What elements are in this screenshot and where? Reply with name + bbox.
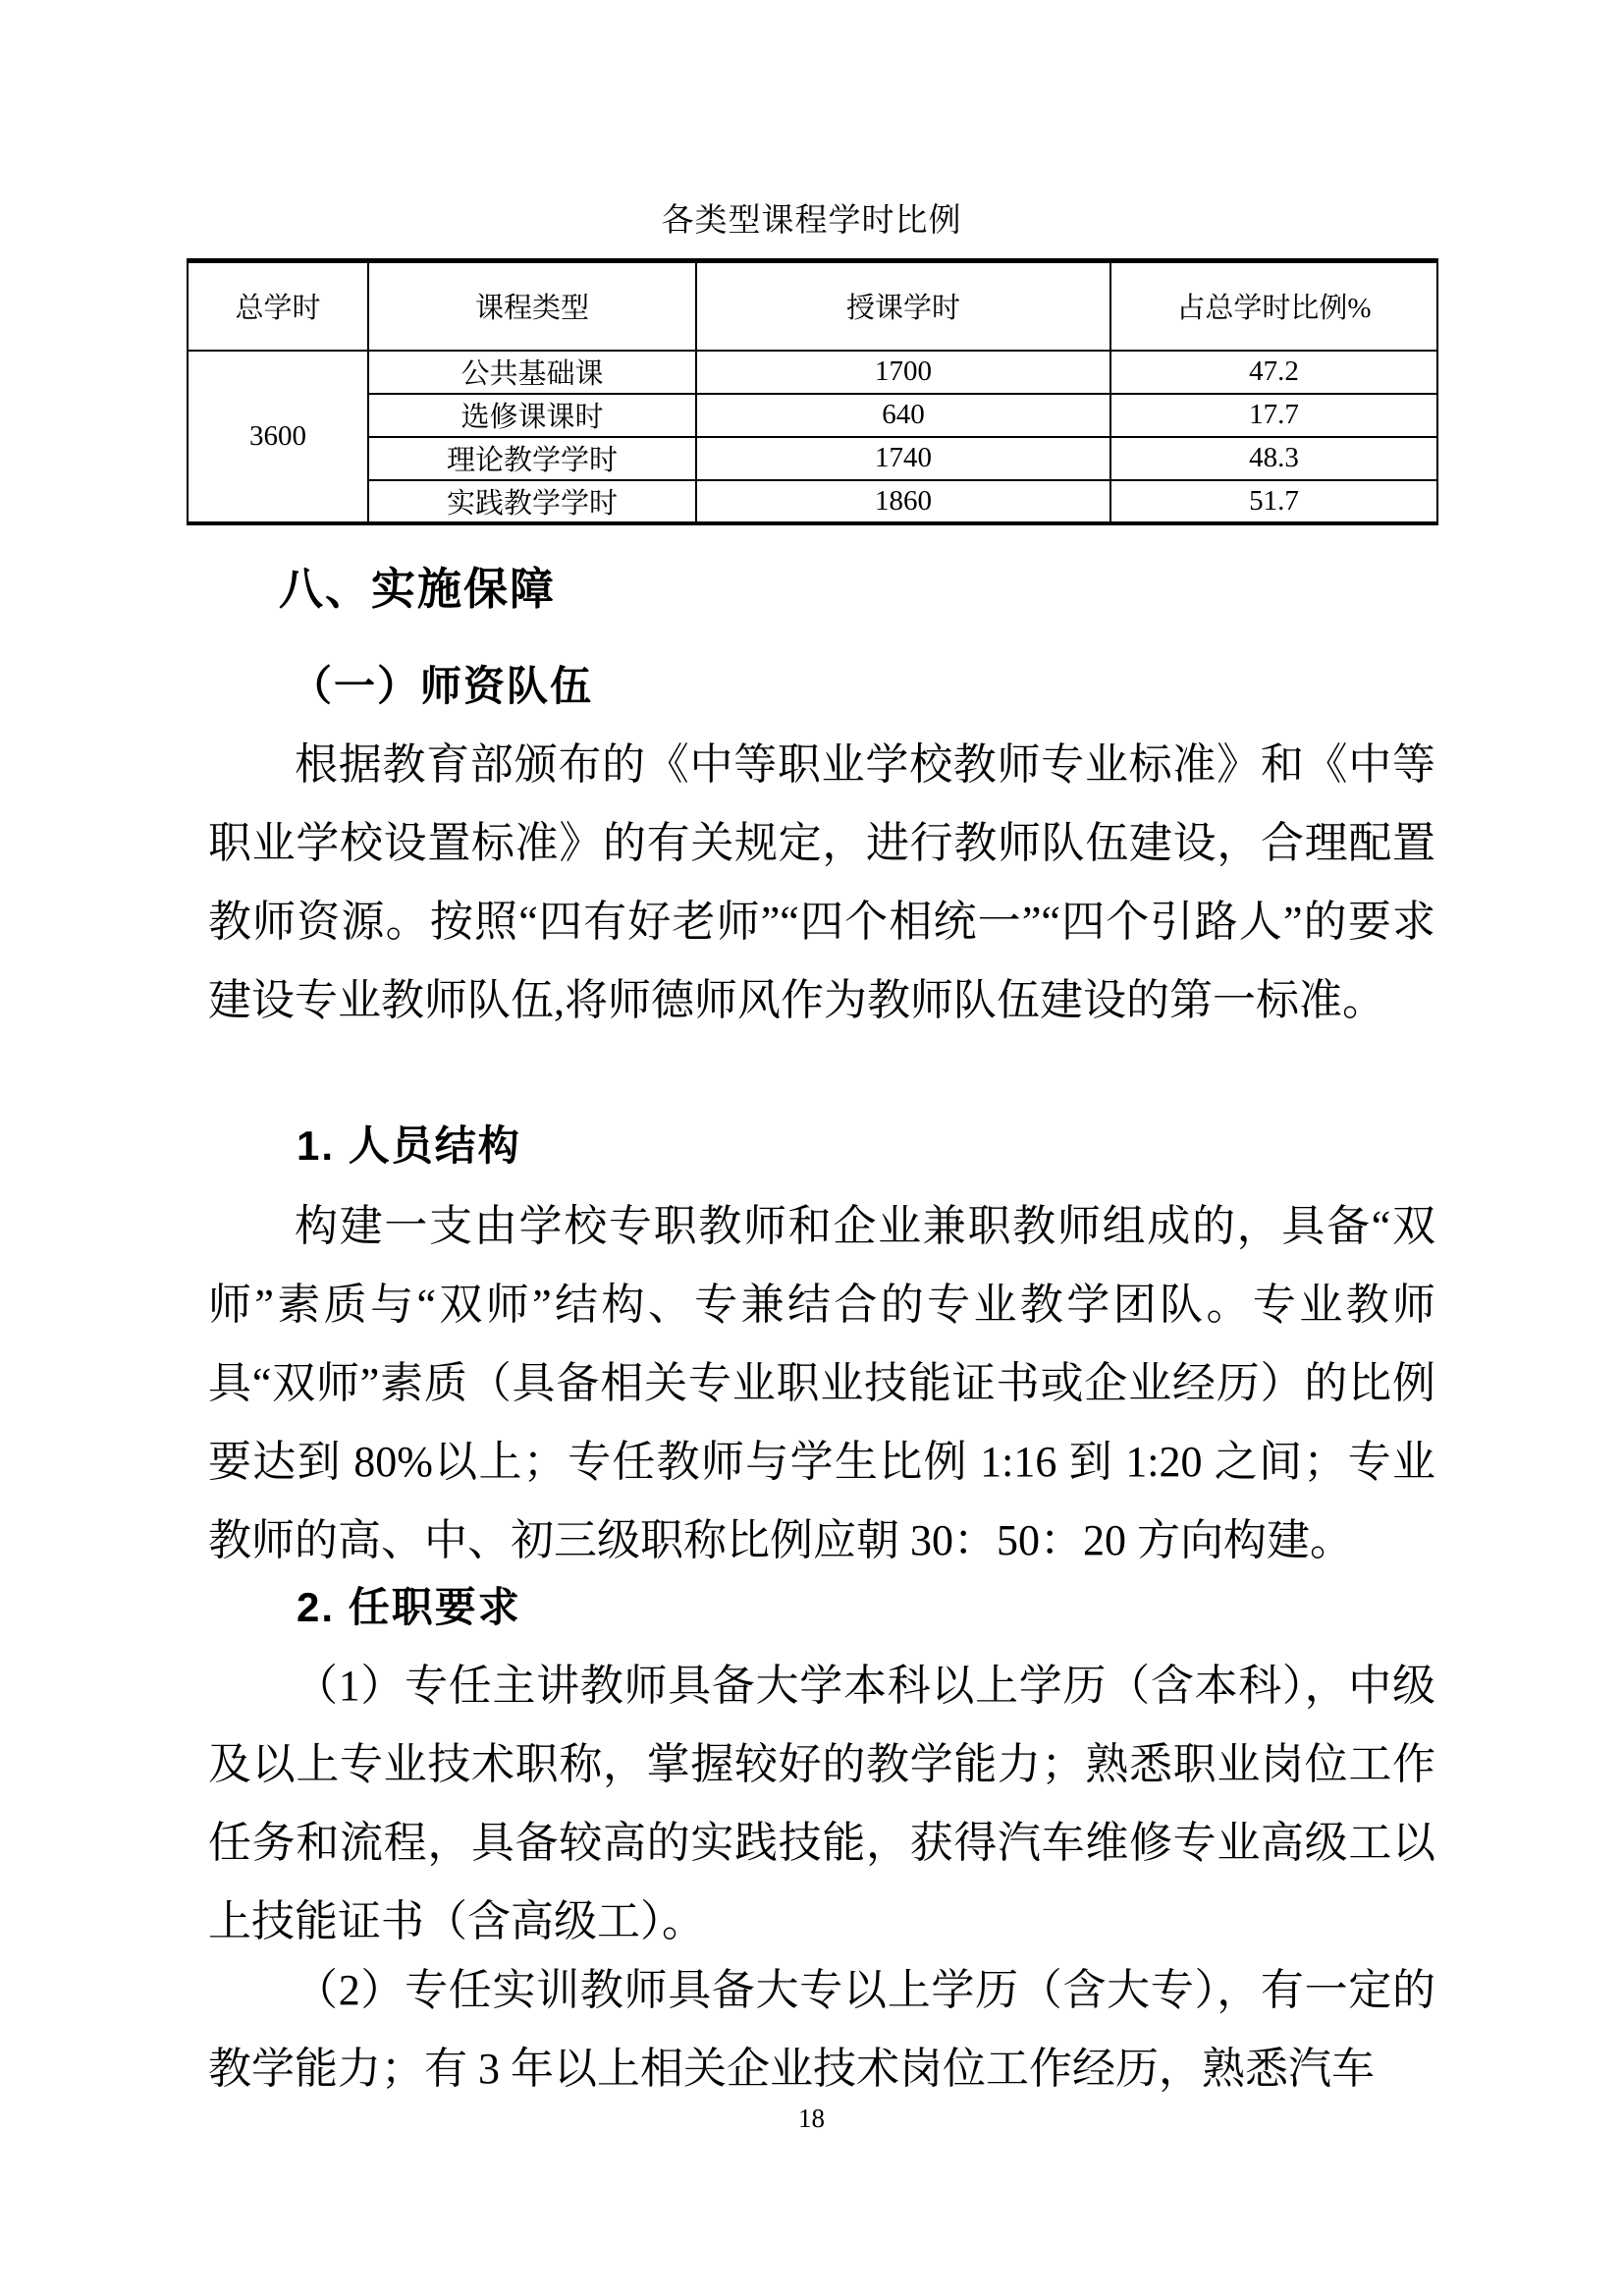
table-row — [188, 351, 1437, 394]
cell-percent: 17.7 — [1110, 394, 1437, 437]
paragraph-staff-intro: 根据教育部颁布的《中等职业学校教师专业标准》和《中等职业学校设置标准》的有关规定，进行教师队伍建设，合理配置教师资源。按照“四有好老师”“四个相统一”“四个引路人”的要求建设专业教师队伍,将师德师风作为教师队伍建设的第一标准。 — [208, 740, 1435, 1024]
cell-percent: 48.3 — [1110, 437, 1437, 480]
table-row — [188, 480, 1437, 523]
subheading-job-requirements: 2. 任职要求 — [297, 1584, 521, 1630]
course-hours-table — [187, 258, 1438, 525]
header-course-type: 课程类型 — [368, 261, 696, 351]
cell-hours: 1700 — [696, 351, 1110, 394]
page-number: 18 — [798, 2104, 825, 2133]
paragraph-personnel-structure: 构建一支由学校专职教师和企业兼职教师组成的，具备“双师”素质与“双师”结构、专兼结合的专业教学团队。专业教师具“双师”素质（具备相关专业职业技能证书或企业经历）的比例要达到 80%以上；专任教师与学生比例 1:16 到 1:20 之间；专业教师的高、中、初三级职称比例应朝 30：50：20 方向构建。 — [208, 1202, 1435, 1564]
table-row — [188, 437, 1437, 480]
subsection-heading-teaching-staff: （一）师资队伍 — [291, 663, 594, 709]
paragraph-requirement-2: （2）专任实训教师具备大专以上学历（含大专），有一定的教学能力；有 3 年以上相关企业技术岗位工作经历，熟悉汽车 — [208, 1966, 1435, 2093]
cell-course-type: 理论教学学时 — [368, 437, 696, 480]
table-title: 各类型课程学时比例 — [661, 203, 962, 239]
header-teach-hours: 授课学时 — [696, 261, 1110, 351]
section-heading-implementation-safeguards: 八、实施保障 — [279, 564, 557, 614]
paragraph-requirement-1: （1）专任主讲教师具备大学本科以上学历（含本科），中级及以上专业技术职称，掌握较好的教学能力；熟悉职业岗位工作任务和流程，具备较高的实践技能，获得汽车维修专业高级工以上技能证书（含高级工）。 — [208, 1662, 1435, 1945]
cell-hours: 640 — [696, 394, 1110, 437]
cell-course-type: 选修课课时 — [368, 394, 696, 437]
table-header-row — [188, 261, 1437, 351]
cell-percent: 51.7 — [1110, 480, 1437, 523]
table-row — [188, 394, 1437, 437]
cell-hours: 1860 — [696, 480, 1110, 523]
cell-course-type: 公共基础课 — [368, 351, 696, 394]
cell-percent: 47.2 — [1110, 351, 1437, 394]
cell-total-hours: 3600 — [188, 351, 368, 523]
cell-hours: 1740 — [696, 437, 1110, 480]
subheading-personnel-structure: 1. 人员结构 — [297, 1122, 521, 1169]
header-percent: 占总学时比例% — [1110, 261, 1437, 351]
cell-course-type: 实践教学学时 — [368, 480, 696, 523]
header-total-hours: 总学时 — [188, 261, 368, 351]
